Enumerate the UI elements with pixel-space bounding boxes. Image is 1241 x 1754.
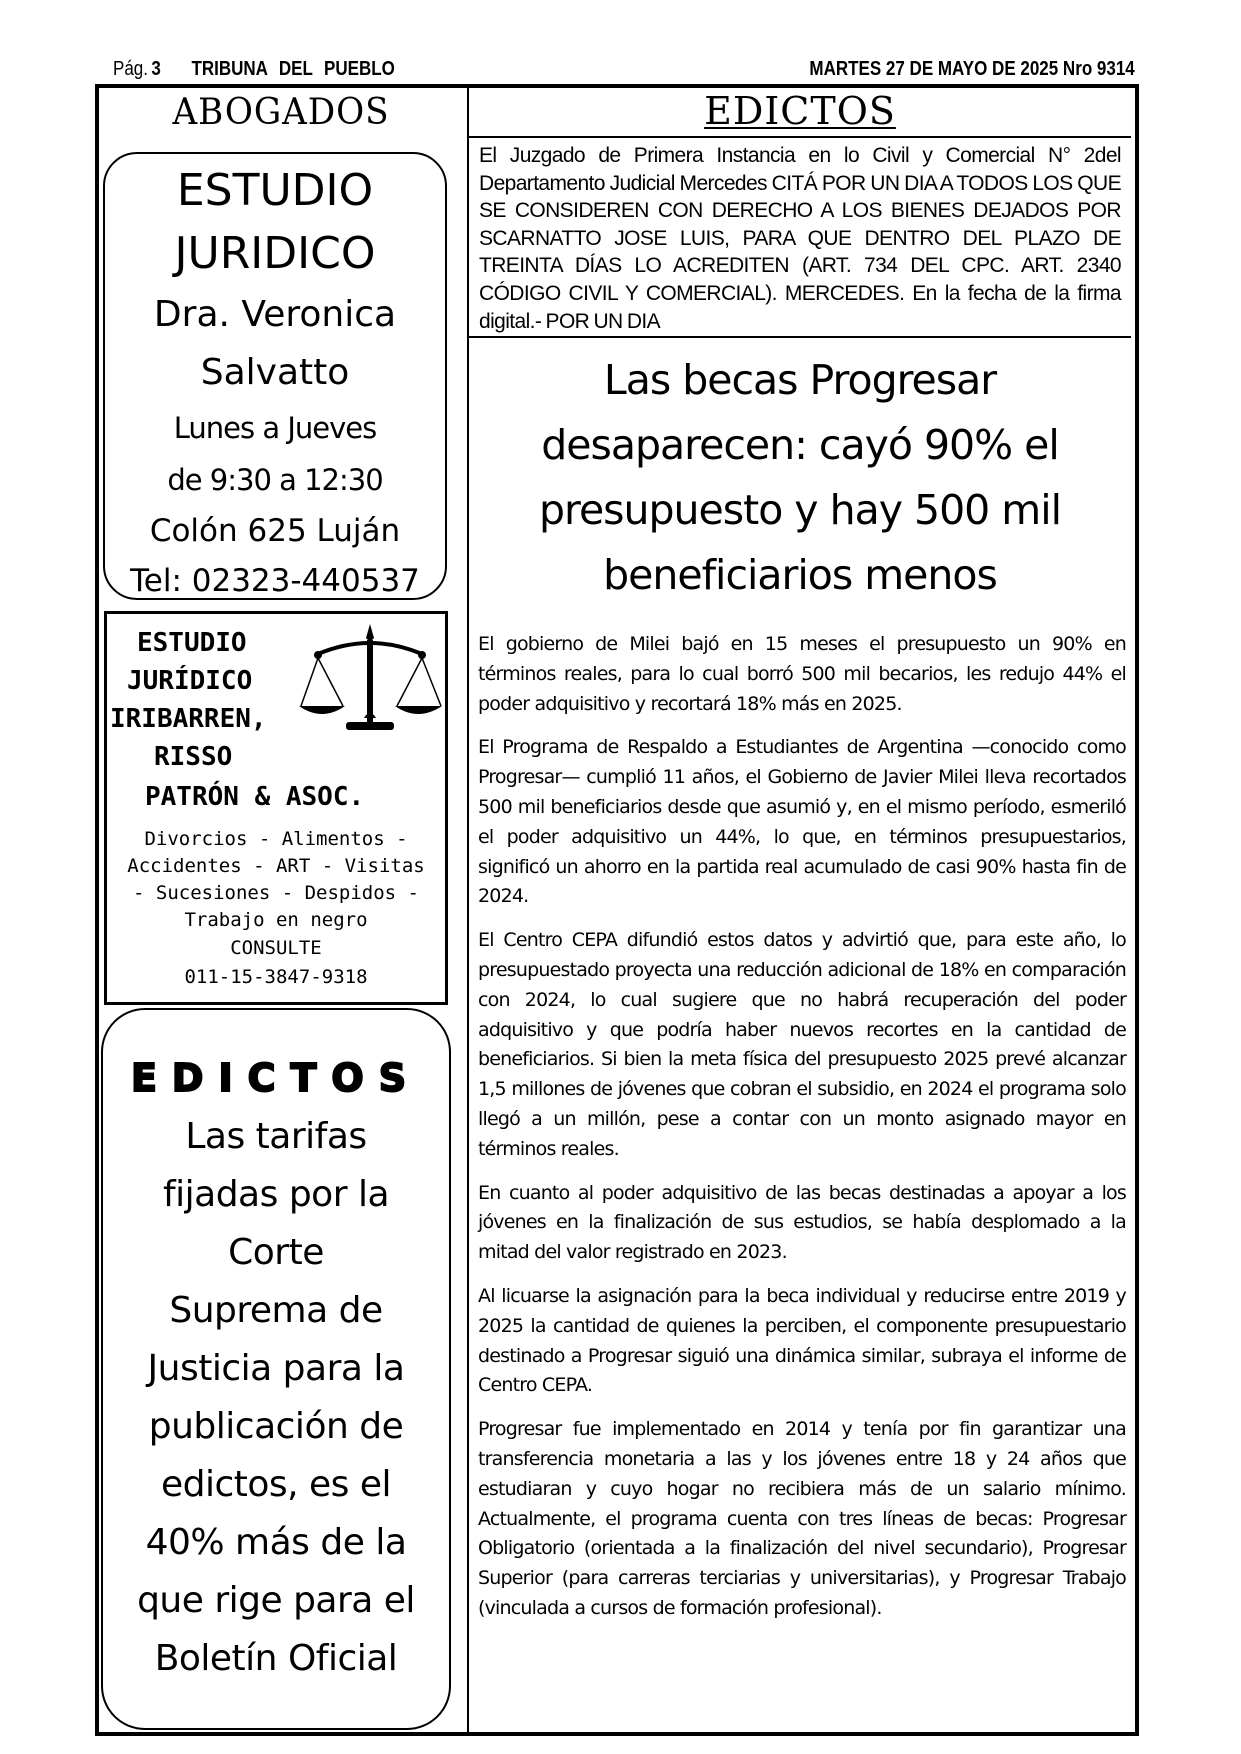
- header-left: [113, 58, 395, 81]
- article-paragraph: El gobierno de Milei bajó en 15 meses el presupuesto un 90% en términos reales, para lo cual borró 500 mil becarios, les redujo 44% el poder adquisitivo y recortará 18% más en 2025.: [478, 633, 1126, 715]
- ad-hours-days: Lunes a Jueves: [173, 411, 377, 445]
- service-line: Trabajo en negro: [184, 909, 368, 931]
- ad-name-line: RISSO: [154, 742, 233, 772]
- ad-hours-time: de 9:30 a 12:30: [167, 463, 383, 497]
- newspaper-name: TRIBUNA DEL PUEBLO: [191, 58, 395, 80]
- ad-name-line: JURÍDICO: [127, 666, 253, 696]
- ad-name-line: PATRÓN & ASOC.: [145, 782, 365, 812]
- ad-body-line: Corte: [228, 1232, 324, 1273]
- ad-services: [107, 826, 445, 934]
- ad-line: Dra. Veronica: [153, 294, 397, 335]
- section-title-abogados: ABOGADOS: [172, 92, 390, 133]
- ad-body-line: Las tarifas: [185, 1116, 367, 1157]
- article-paragraph: El Programa de Respaldo a Estudiantes de Argentina —conocido como Progresar— cumplió 11 años, el Gobierno de Javier Milei lleva recortados 500 mil beneficiarios desde que asumió y, en el mismo período, esmeriló el poder adquisitivo un 44%, lo que, en términos presupuestarios, significó un ahorro en la partida real acumulado de casi 90% hasta fin de 2024.: [478, 736, 1126, 908]
- ad-name-line: ESTUDIO: [137, 628, 247, 658]
- service-line: Accidentes - ART - Visitas: [127, 855, 425, 877]
- service-line: - Sucesiones - Despidos -: [133, 882, 419, 904]
- ad-address: Colón 625 Luján: [149, 513, 401, 549]
- issue-date: MARTES 27 DE MAYO DE 2025 Nro 9314: [809, 58, 1135, 80]
- edictos-title-text: EDICTOS: [704, 89, 896, 133]
- ad-body-line: fijadas por la: [162, 1174, 390, 1215]
- page-number: 3: [151, 58, 161, 80]
- ad-line: Salvatto: [200, 352, 350, 393]
- ad-body-line: Boletín Oficial: [154, 1638, 398, 1679]
- section-title-edictos: [469, 86, 1131, 136]
- ad-edictos-tarifas: [101, 1008, 451, 1730]
- ad-body-line: 40% más de la: [145, 1522, 407, 1563]
- legal-notice: [469, 136, 1131, 338]
- ad-name-line: IRIBARREN,: [110, 704, 267, 734]
- ad-body-line: Suprema de: [169, 1290, 383, 1331]
- ad-body-line: edictos, es el: [160, 1464, 392, 1505]
- ad-contact: [107, 934, 445, 992]
- page-label: Pág.: [113, 58, 148, 80]
- consulte-label: CONSULTE: [230, 937, 322, 959]
- ad-edictos-body: [103, 1108, 449, 1688]
- ad-estudio-juridico-salvatto: [103, 152, 447, 600]
- service-line: Divorcios - Alimentos -: [144, 828, 408, 850]
- ad-line: ESTUDIO: [176, 165, 374, 216]
- article-headline: Las becas Progresar desaparecen: cayó 90% el presupuesto y hay 500 mil beneficiarios menos: [538, 356, 1062, 599]
- scales-of-justice-icon: [298, 618, 443, 743]
- ad-body-line: que rige para el: [137, 1580, 415, 1621]
- page-header: [113, 58, 1135, 84]
- legal-notice-text: El Juzgado de Primera Instancia en lo Civil y Comercial N° 2del Departamento Judicial Mercedes CITÁ POR UN DIA A TODOS LOS QUE SE CONSIDEREN CON DERECHO A LOS BIENES DEJADOS POR SCARNATTO JOSE LUIS, PARA QUE DENTRO DEL PLAZO DE TREINTA DÍAS LO ACREDITEN (ART. 734 DEL CPC. ART. 2340 CÓDIGO CIVIL Y COMERCIAL). MERCEDES. En la fecha de la firma digital.- POR UN DIA: [479, 144, 1121, 333]
- article-paragraph: Progresar fue implementado en 2014 y tenía por fin garantizar una transferencia monetaria a las y los jóvenes entre 18 y 24 años que estudiaran y cuyo hogar no recibiera más de un salario mínimo. Actualmente, el programa cuenta con tres líneas de becas: Progresar Obligatorio (orientada a la finalización del nivel secundario), Progresar Superior (para carreras terciarias y universitarias), y Progresar Trabajo (vinculada a cursos de formación profesional).: [478, 1418, 1126, 1619]
- ad-phone: 011-15-3847-9318: [184, 966, 368, 988]
- ad-phone: Tel: 02323-440537: [130, 563, 420, 599]
- article-paragraph: El Centro CEPA difundió estos datos y advirtió que, para este año, lo presupuestado proyecta una reducción adicional de 18% en comparación con 2024, lo cual sugiere que no habrá recuperación del poder adquisitivo y que podría haber nuevos recortes en la cantidad de beneficiarios. Si bien la meta física del presupuesto 2025 prevé alcanzar 1,5 millones de jóvenes que cobran el subsidio, en 2024 el programa solo llegó a un millón, pese a contar con un monto asignado mayor en términos reales.: [478, 929, 1126, 1160]
- ad-edictos-title: EDICTOS: [130, 1056, 422, 1100]
- article-paragraph: Al licuarse la asignación para la beca individual y reducirse entre 2019 y 2025 la cantidad de quienes la perciben, el componente presupuestario destinado a Progresar siguió una dinámica similar, subraya el informe de Centro CEPA.: [478, 1284, 1126, 1397]
- ad-body-line: Justicia para la: [147, 1348, 405, 1389]
- ad-line: JURIDICO: [174, 228, 376, 279]
- article-body: [478, 630, 1126, 1638]
- article-paragraph: En cuanto al poder adquisitivo de las becas destinadas a apoyar a los jóvenes en la finalización de sus estudios, se había desplomado a la mitad del valor registrado en 2023.: [478, 1181, 1126, 1264]
- ad-body-line: publicación de: [148, 1406, 404, 1447]
